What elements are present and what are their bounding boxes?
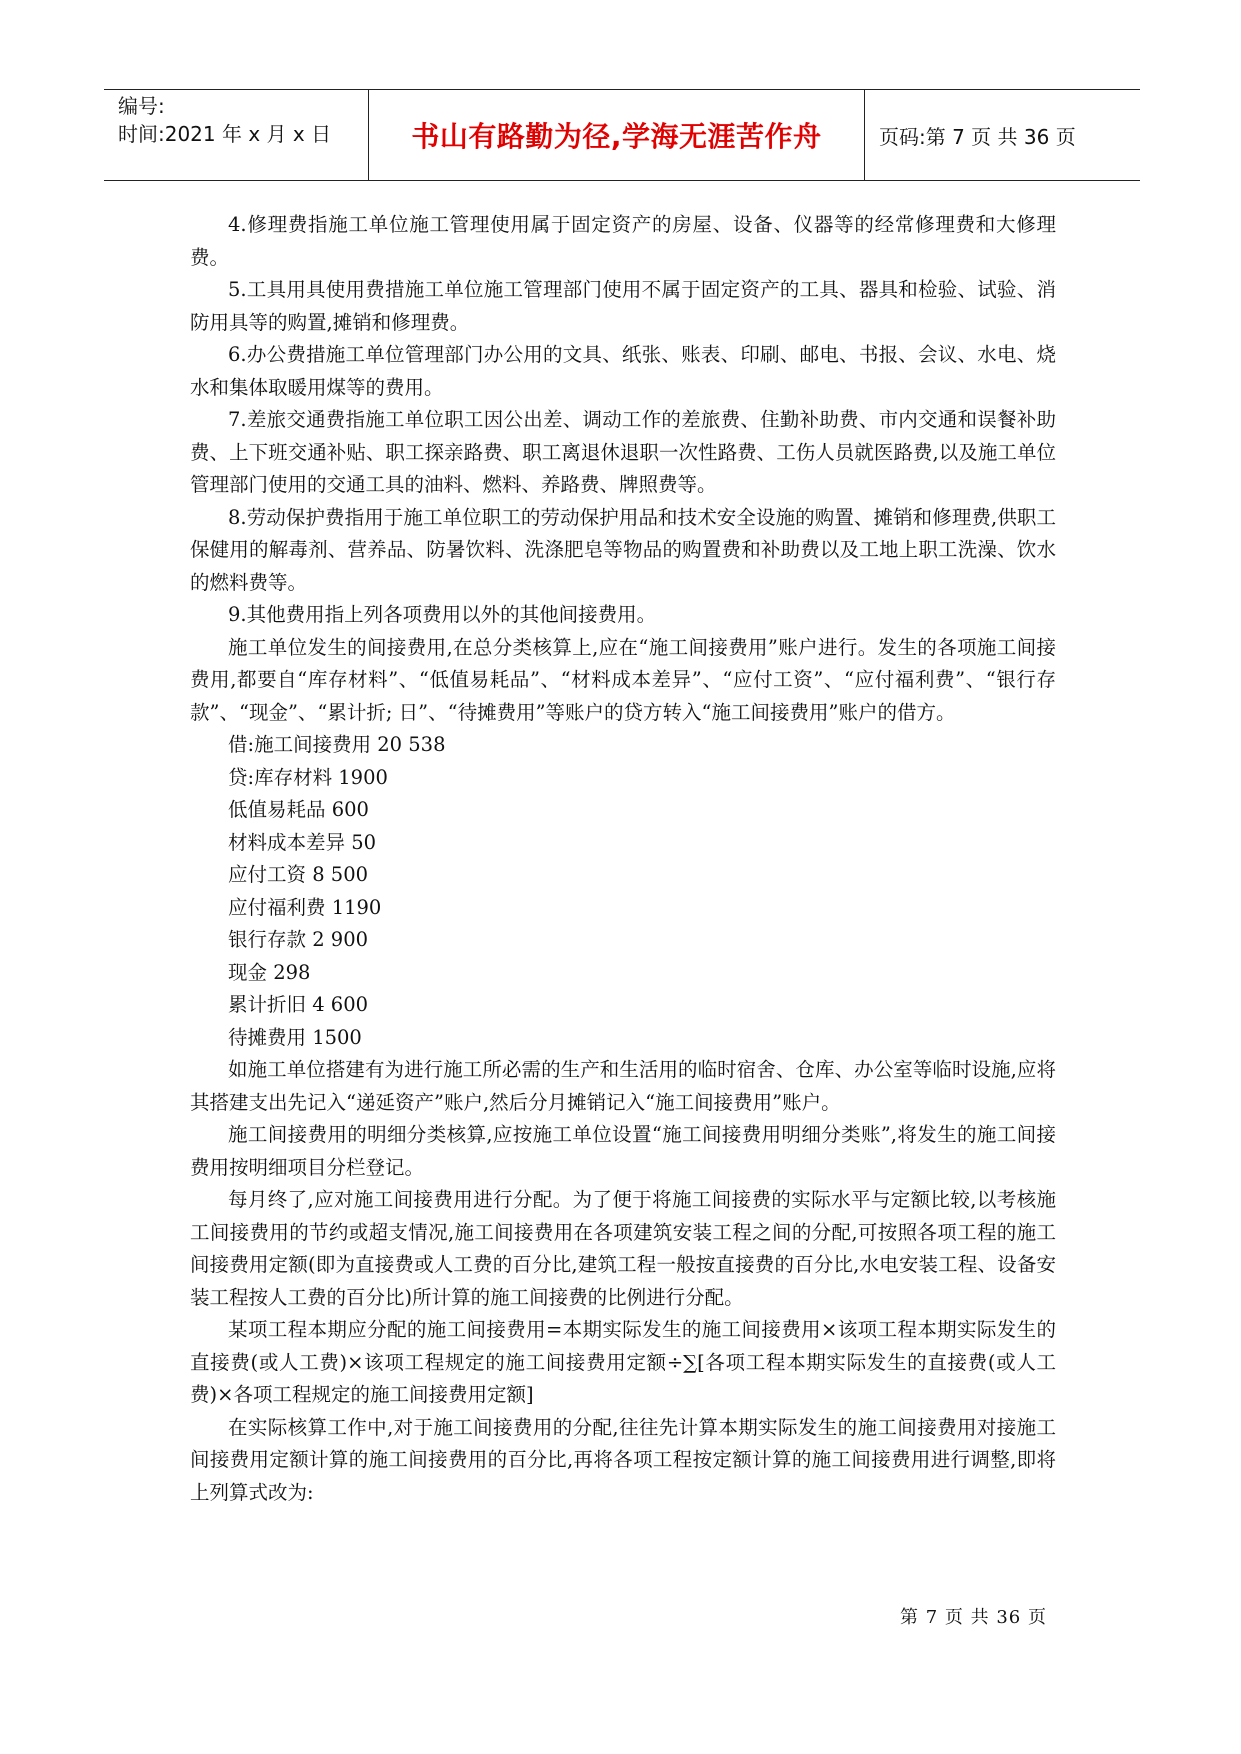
paragraph: 在实际核算工作中,对于施工间接费用的分配,往往先计算本期实际发生的施工间接费用对接施工间接费用定额计算的施工间接费用的百分比,再将各项工程按定额计算的施工间接费用进行调整,即将上列算式改为: bbox=[190, 1415, 1056, 1504]
page-header bbox=[104, 89, 1140, 181]
header-page-cell bbox=[865, 90, 1140, 180]
page-label: 页码:第 7 页 共 36 页 bbox=[879, 124, 1076, 149]
number-label: 编号: bbox=[118, 94, 165, 118]
paragraph: 7.差旅交通费指施工单位职工因公出差、调动工作的差旅费、住勤补助费、市内交通和误餐补助费、上下班交通补贴、职工探亲路费、职工离退休退职一次性路费、工伤人员就医路费,以及施工单位管理部门使用的交通工具的油料、燃料、养路费、牌照费等。 bbox=[190, 408, 1056, 496]
paragraph: 5.工具用具使用费措施工单位施工管理部门使用不属于固定资产的工具、器具和检验、试验、消防用具等的购置,摊销和修理费。 bbox=[190, 278, 1056, 334]
journal-entry: 现金 298 bbox=[228, 960, 311, 984]
header-left-cell bbox=[104, 90, 369, 180]
journal-entry: 低值易耗品 600 bbox=[228, 798, 369, 821]
paragraph: 9.其他费用指上列各项费用以外的其他间接费用。 bbox=[228, 603, 657, 626]
paragraph: 某项工程本期应分配的施工间接费用=本期实际发生的施工间接费用×该项工程本期实际发生的直接费(或人工费)×该项工程规定的施工间接费用定额÷∑[各项工程本期实际发生的直接费(或人工费)×各项工程规定的施工间接费用定额] bbox=[190, 1318, 1056, 1406]
paragraph: 8.劳动保护费指用于施工单位职工的劳动保护用品和技术安全设施的购置、摊销和修理费,供职工保健用的解毒剂、营养品、防暑饮料、洗涤肥皂等物品的购置费和补助费以及工地上职工洗澡、饮水的燃料费等。 bbox=[190, 505, 1056, 594]
journal-entry: 借:施工间接费用 20 538 bbox=[228, 733, 446, 756]
journal-entry: 材料成本差异 50 bbox=[228, 830, 377, 854]
journal-entry: 银行存款 2 900 bbox=[228, 928, 369, 951]
paragraph: 4.修理费指施工单位施工管理使用属于固定资产的房屋、设备、仪器等的经常修理费和大修理费。 bbox=[190, 213, 1056, 269]
journal-entry: 应付工资 8 500 bbox=[228, 863, 369, 886]
paragraph: 施工间接费用的明细分类核算,应按施工单位设置“施工间接费用明细分类账”,将发生的施工间接费用按明细项目分栏登记。 bbox=[190, 1123, 1056, 1179]
motto-text: 书山有路勤为径,学海无涯苦作舟 bbox=[411, 120, 822, 153]
journal-entry: 贷:库存材料 1900 bbox=[228, 765, 388, 789]
date-label: 时间:2021 年 x 月 x 日 bbox=[118, 122, 332, 146]
header-motto-cell bbox=[369, 90, 865, 180]
paragraph: 施工单位发生的间接费用,在总分类核算上,应在“施工间接费用”账户进行。发生的各项施工间接费用,都要自“库存材料”、“低值易耗品”、“材料成本差异”、“应付工资”、“应付福利费”、“银行存款”、“现金”、“累计折; 日”、“待摊费用”等账户的贷方转入“施工间接费用”账户的借方。 bbox=[190, 635, 1056, 724]
paragraph: 每月终了,应对施工间接费用进行分配。为了便于将施工间接费的实际水平与定额比较,以考核施工间接费用的节约或超支情况,施工间接费用在各项建筑安装工程之间的分配,可按照各项工程的施工间接费用定额(即为直接费或人工费的百分比,建筑工程一般按直接费的百分比,水电安装工程、设备安装工程按人工费的百分比)所计算的施工间接费的比例进行分配。 bbox=[190, 1188, 1056, 1309]
journal-entry: 累计折旧 4 600 bbox=[228, 993, 369, 1016]
journal-entry: 应付福利费 1190 bbox=[228, 895, 382, 919]
journal-entry: 待摊费用 1500 bbox=[228, 1025, 362, 1049]
paragraph: 如施工单位搭建有为进行施工所必需的生产和生活用的临时宿舍、仓库、办公室等临时设施,应将其搭建支出先记入“递延资产”账户,然后分月摊销记入“施工间接费用”账户。 bbox=[190, 1058, 1056, 1114]
paragraph: 6.办公费措施工单位管理部门办公用的文具、纸张、账表、印刷、邮电、书报、会议、水电、烧水和集体取暖用煤等的费用。 bbox=[190, 343, 1056, 399]
page-footer: 第 7 页 共 36 页 bbox=[900, 1607, 1047, 1628]
document-body bbox=[190, 209, 1056, 1509]
